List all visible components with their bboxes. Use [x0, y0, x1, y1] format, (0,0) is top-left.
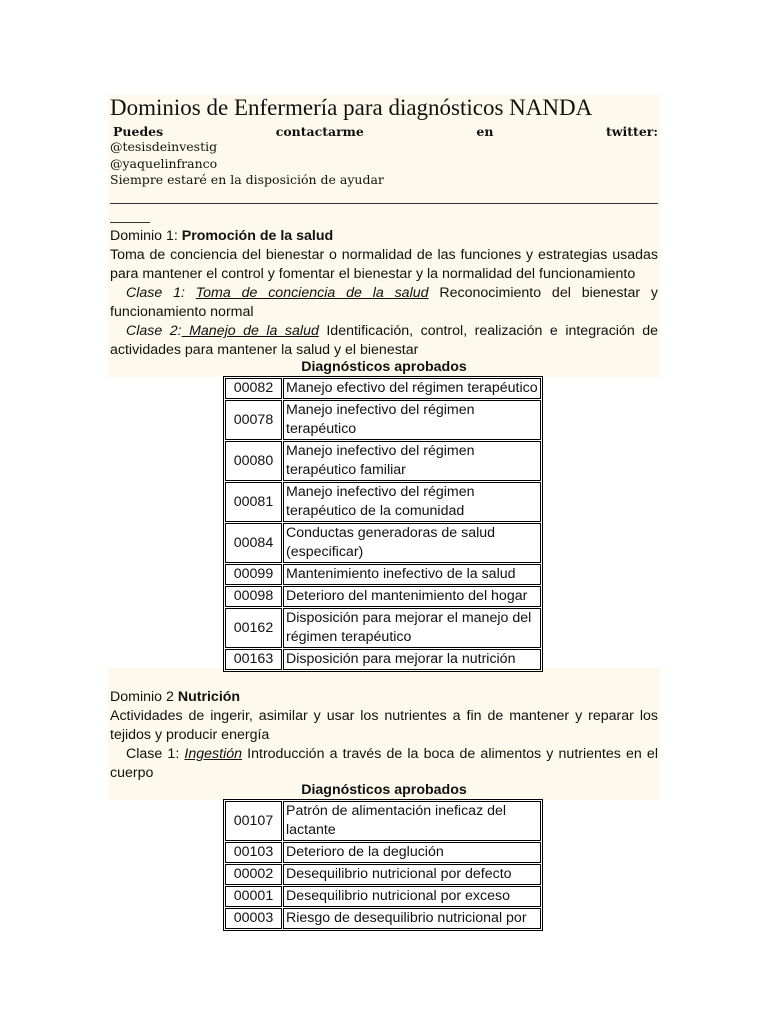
domain1-class1 — [110, 284, 658, 322]
domain2-class1-line2: cuerpo — [110, 765, 154, 781]
diagnosis-line: terapéutico de la comunidad — [286, 503, 465, 519]
twitter-handle-2[interactable]: @yaquelinfranco — [110, 156, 218, 171]
class1-name: Toma de conciencia de la salud — [195, 285, 429, 301]
diagnosis-label: Manejo efectivo del régimen terapéutico — [283, 378, 541, 399]
diagnosis-code: 00084 — [225, 523, 282, 563]
diagnosis-code: 00078 — [225, 400, 282, 440]
contact-word: Puedes — [113, 124, 164, 139]
diagnosis-line: (especificar) — [286, 544, 364, 560]
diagnosis-label: Desequilibrio nutricional por defecto — [283, 864, 541, 885]
diagnosis-label — [283, 801, 541, 841]
diagnosis-line: Patrón de alimentación ineficaz del — [286, 803, 507, 819]
domain2-class1 — [110, 745, 658, 783]
diagnosis-code: 00001 — [225, 886, 282, 907]
domain2-class1-line1 — [110, 745, 658, 764]
availability-text: Siempre estaré en la disposición de ayudar — [110, 172, 384, 187]
table-row — [225, 564, 541, 585]
domain1-description: Toma de conciencia del bienestar o normalidad de las funciones y estrategias usadas para mantener el control y fomentar el bienestar y la normalidad del funcionamiento — [110, 247, 658, 282]
diagnosis-code: 00002 — [225, 864, 282, 885]
table-row — [225, 482, 541, 522]
divider-line-end — [110, 222, 150, 223]
table-row — [225, 908, 541, 929]
diagnosis-label: Disposición para mejorar la nutrición — [283, 649, 541, 670]
diagnosis-line: régimen terapéutico — [286, 629, 412, 645]
class1-text: Introducción a través de la boca de alimentos y nutrientes en el — [247, 746, 658, 762]
diagnosis-code: 00162 — [225, 608, 282, 648]
table-row — [225, 400, 541, 440]
domain1-name: Promoción de la salud — [181, 228, 334, 244]
diagnosis-line: terapéutico familiar — [286, 462, 406, 478]
diagnosis-label: Desequilibrio nutricional por exceso — [283, 886, 541, 907]
domain1-label: Dominio 1: — [110, 228, 178, 244]
diagnosis-code: 00163 — [225, 649, 282, 670]
table-row — [225, 801, 541, 841]
diagnosis-code: 00103 — [225, 842, 282, 863]
class1-name: Ingestión — [184, 746, 243, 762]
class1-text: Reconocimiento del bienestar y — [439, 285, 658, 301]
table-row — [225, 649, 541, 670]
diagnosis-line: Manejo inefectivo del régimen — [286, 443, 475, 459]
table-row — [225, 378, 541, 399]
contact-word: en — [476, 124, 494, 139]
diagnosis-code: 00081 — [225, 482, 282, 522]
diagnosis-line: lactante — [286, 822, 336, 838]
domain2-table-heading: Diagnósticos aprobados — [301, 782, 467, 798]
domain2-name: Nutrición — [177, 689, 241, 705]
diagnosis-label — [283, 400, 541, 440]
contact-word: contactarme — [275, 124, 364, 139]
twitter-handle-1[interactable]: @tesisdeinvestig — [110, 139, 218, 154]
domain1-class2 — [110, 322, 658, 360]
class2-text: Identificación, control, realización e integración de — [326, 323, 658, 339]
diagnosis-code: 00099 — [225, 564, 282, 585]
diagnosis-line: Manejo inefectivo del régimen — [286, 484, 475, 500]
table-row — [225, 608, 541, 648]
contact-line — [110, 124, 658, 139]
diagnosis-line: Disposición para mejorar el manejo del — [286, 610, 532, 626]
domain1-heading — [110, 227, 658, 246]
class2-name: Manejo de la salud — [181, 323, 319, 339]
diagnosis-label — [283, 482, 541, 522]
diagnosis-label — [283, 608, 541, 648]
class1-label: Clase 1: — [126, 746, 180, 762]
domain2-diagnoses-table — [223, 799, 543, 931]
domain2-label: Dominio 2 — [110, 689, 174, 705]
diagnosis-code: 00003 — [225, 908, 282, 929]
domain2-heading — [110, 688, 658, 707]
contact-word: twitter: — [605, 124, 658, 139]
diagnosis-code: 00098 — [225, 586, 282, 607]
table-row — [225, 864, 541, 885]
diagnosis-code: 00082 — [225, 378, 282, 399]
domain1-diagnoses-table — [223, 376, 543, 672]
diagnosis-label: Mantenimiento inefectivo de la salud — [283, 564, 541, 585]
domain1-table-heading: Diagnósticos aprobados — [301, 359, 467, 375]
page-title: Dominios de Enfermería para diagnósticos NANDA — [110, 95, 593, 120]
table-row — [225, 586, 541, 607]
diagnosis-code: 00080 — [225, 441, 282, 481]
diagnosis-line: Manejo inefectivo del régimen — [286, 402, 475, 418]
class1-label: Clase 1: — [126, 285, 185, 301]
diagnosis-label: Deterioro de la deglución — [283, 842, 541, 863]
diagnosis-line: terapéutico — [286, 421, 357, 437]
table-row — [225, 842, 541, 863]
domain1-class1-line1 — [110, 284, 658, 303]
class2-label: Clase 2: — [126, 323, 182, 339]
table-row — [225, 886, 541, 907]
domain1-class2-line2: actividades para mantener la salud y el bienestar — [110, 342, 419, 358]
domain2-description: Actividades de ingerir, asimilar y usar los nutrientes a fin de mantener y reparar los tejidos y producir energía — [110, 708, 658, 743]
divider-line — [110, 203, 658, 204]
table-row — [225, 441, 541, 481]
diagnosis-label — [283, 441, 541, 481]
domain1-class1-line2: funcionamiento normal — [110, 304, 254, 320]
diagnosis-label: Riesgo de desequilibrio nutricional por — [283, 908, 541, 929]
diagnosis-label — [283, 523, 541, 563]
diagnosis-line: Conductas generadoras de salud — [286, 525, 496, 541]
diagnosis-code: 00107 — [225, 801, 282, 841]
diagnosis-label: Deterioro del mantenimiento del hogar — [283, 586, 541, 607]
domain1-class2-line1 — [110, 322, 658, 341]
table-row — [225, 523, 541, 563]
